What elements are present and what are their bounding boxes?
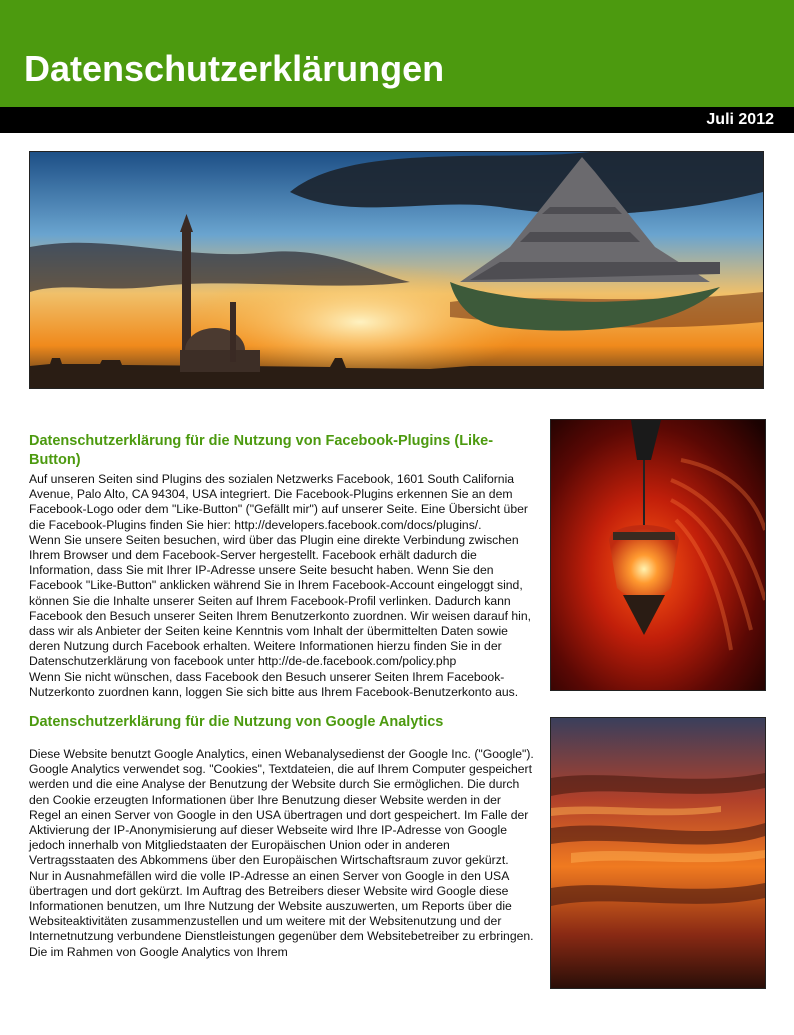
paragraph: Auf unseren Seiten sind Plugins des sozialen Netzwerks Facebook, 1601 South California Avenue, Palo Alto, CA 94304, USA integriert. Die Facebook-Plugins erkennen Sie an dem Facebook-Logo oder dem "Like-Button" ("Gefällt mir") auf unserer Seite. Eine Übersicht über die Facebook-Plugins finden Sie hier: http://developers.facebook.com/docs/plugins/. [29, 472, 528, 532]
paragraph: Nur in Ausnahmefällen wird die volle IP-Adresse an einen Server von Google in den USA übertragen und dort gekürzt. Im Auftrag des Betreibers dieser Website wird Google diese Informationen benutzen, um Ihre Nutzung der Website auszuwerten, um Reports über die Websiteaktivitäten zusammenzustellen und um weitere mit der Websitenutzung und der Internetnutzung verbundene Dienstleistungen gegenüber dem Websitebetreiber zu erbringen. Die im Rahmen von Google Analytics von Ihrem [29, 868, 534, 959]
sunset-image [550, 717, 766, 989]
lantern-image [550, 419, 766, 691]
page-header [0, 0, 794, 107]
paragraph: Wenn Sie nicht wünschen, dass Facebook den Besuch unserer Seiten Ihrem Facebook-Nutzerkonto zuordnen kann, loggen Sie sich bitte aus Ihrem Facebook-Benutzerkonto aus. [29, 669, 519, 699]
paragraph: Wenn Sie unsere Seiten besuchen, wird über das Plugin eine direkte Verbindung zwischen Ihrem Browser und dem Facebook-Server hergestellt. Facebook erhält dadurch die Information, dass Sie mit Ihrer IP-Adresse unsere Seite besucht haben. Wenn Sie den Facebook "Like-Button" anklicken während Sie in Ihrem Facebook-Account eingeloggt sind, können Sie die Inhalte unserer Seiten auf Ihrem Facebook-Profil verlinken. Dadurch kann Facebook den Besuch unserer Seiten Ihrem Benutzerkonto zuordnen. Wir weisen darauf hin, dass wir als Anbieter der Seiten keine Kenntnis vom Inhalt der übermittelten Daten sowie deren Nutzung durch Facebook erhalten. Weitere Informationen hierzu finden Sie in der Datenschutzerklärung von facebook unter http://de-de.facebook.com/policy.php [29, 532, 532, 669]
paragraph: Diese Website benutzt Google Analytics, einen Webanalysedienst der Google Inc. ("Google"). Google Analytics verwendet sog. "Cookies", Textdateien, die auf Ihrem Computer gespeichert werden und die eine Analyse der Benutzung der Website durch Sie ermöglichen. Die durch den Cookie erzeugten Informationen über Ihre Benutzung dieser Website werden in der Regel an einen Server von Google in den USA übertragen und dort gespeichert. Im Falle der Aktivierung der IP-Anonymisierung auf dieser Webseite wird Ihre IP-Adresse von Google jedoch innerhalb von Mitgliedstaaten der Europäischen Union oder in anderen Vertragsstaaten des Abkommens über den Europäischen Wirtschaftsraum zuvor gekürzt. [29, 747, 534, 868]
section-heading: Datenschutzerklärung für die Nutzung von Google Analytics [29, 714, 444, 731]
main-content [29, 432, 535, 960]
banner-image [29, 151, 764, 389]
date-bar [0, 107, 794, 133]
section-facebook [29, 432, 535, 700]
section-heading: Datenschutzerklärung für die Nutzung von Facebook-Plugins (Like-Button) [29, 433, 494, 468]
issue-date: Juli 2012 [706, 111, 774, 128]
section-google-analytics [29, 713, 535, 960]
page-title: Datenschutzerklärungen [24, 48, 445, 89]
